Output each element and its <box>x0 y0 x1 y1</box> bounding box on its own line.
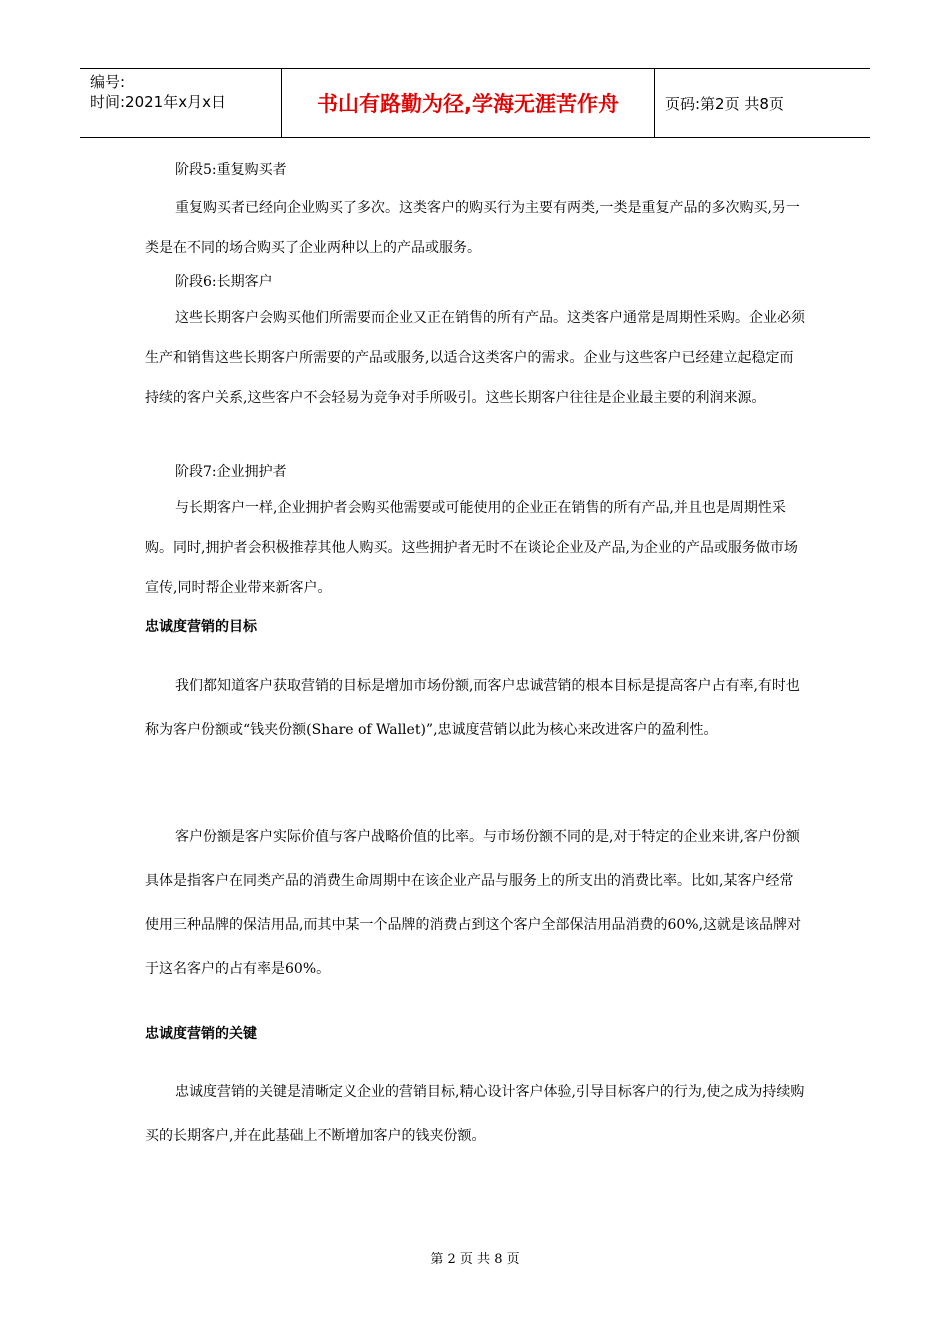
time-label: 时间:2021年x月x日 <box>90 93 226 111</box>
share-paragraph: 客户份额是客户实际价值与客户战略价值的比率。与市场份额不同的是,对于特定的企业来讲,客户份额具体是指客户在同类产品的消费生命周期中在该企业产品与服务上的所支出的消费比率。比如,某客户经常使用三种品牌的保洁用品,而其中某一个品牌的消费占到这个客户全部保洁用品消费的60%,这就是该品牌对于这名客户的占有率是60%。 <box>145 829 802 977</box>
stage6-title: 阶段6:长期客户 <box>175 274 273 290</box>
heading-loyalty-key: 忠诚度营销的关键 <box>145 1026 257 1042</box>
stage6-text: 这些长期客户会购买他们所需要而企业又正在销售的所有产品。这类客户通常是周期性采购。企业必须生产和销售这些长期客户所需要的产品或服务,以适合这类客户的需求。企业与这些客户已经建立起稳定而持续的客户关系,这些客户不会轻易为竞争对手所吸引。这些长期客户往往是企业最主要的利润来源。 <box>145 310 805 406</box>
goal-paragraph: 我们都知道客户获取营销的目标是增加市场份额,而客户忠诚营销的根本目标是提高客户占有率,有时也称为客户份额或“钱夹份额(Share of Wallet)”,忠诚度营销以此为核心来改进客户的盈利性。 <box>145 678 800 738</box>
header-meta <box>80 69 282 137</box>
page-header <box>80 68 870 138</box>
header-motto: 书山有路勤为径,学海无涯苦作舟 <box>282 69 655 137</box>
key-paragraph: 忠诚度营销的关键是清晰定义企业的营销目标,精心设计客户体验,引导目标客户的行为,使之成为持续购买的长期客户,并在此基础上不断增加客户的钱夹份额。 <box>145 1084 805 1144</box>
stage5-text: 重复购买者已经向企业购买了多次。这类客户的购买行为主要有两类,一类是重复产品的多次购买,另一类是在不同的场合购买了企业两种以上的产品或服务。 <box>145 200 800 256</box>
number-label: 编号: <box>90 73 126 91</box>
page-footer: 第 2 页 共 8 页 <box>430 1252 520 1267</box>
stage7-title: 阶段7:企业拥护者 <box>175 464 287 480</box>
stage7-text: 与长期客户一样,企业拥护者会购买他需要或可能使用的企业正在销售的所有产品,并且也是周期性采购。同时,拥护者会积极推荐其他人购买。这些拥护者无时不在谈论企业及产品,为企业的产品或服务做市场宣传,同时帮企业带来新客户。 <box>145 500 798 596</box>
header-page-info: 页码:第2页 共8页 <box>665 94 784 113</box>
heading-loyalty-goal: 忠诚度营销的目标 <box>145 619 257 635</box>
stage5-title: 阶段5:重复购买者 <box>175 162 287 178</box>
